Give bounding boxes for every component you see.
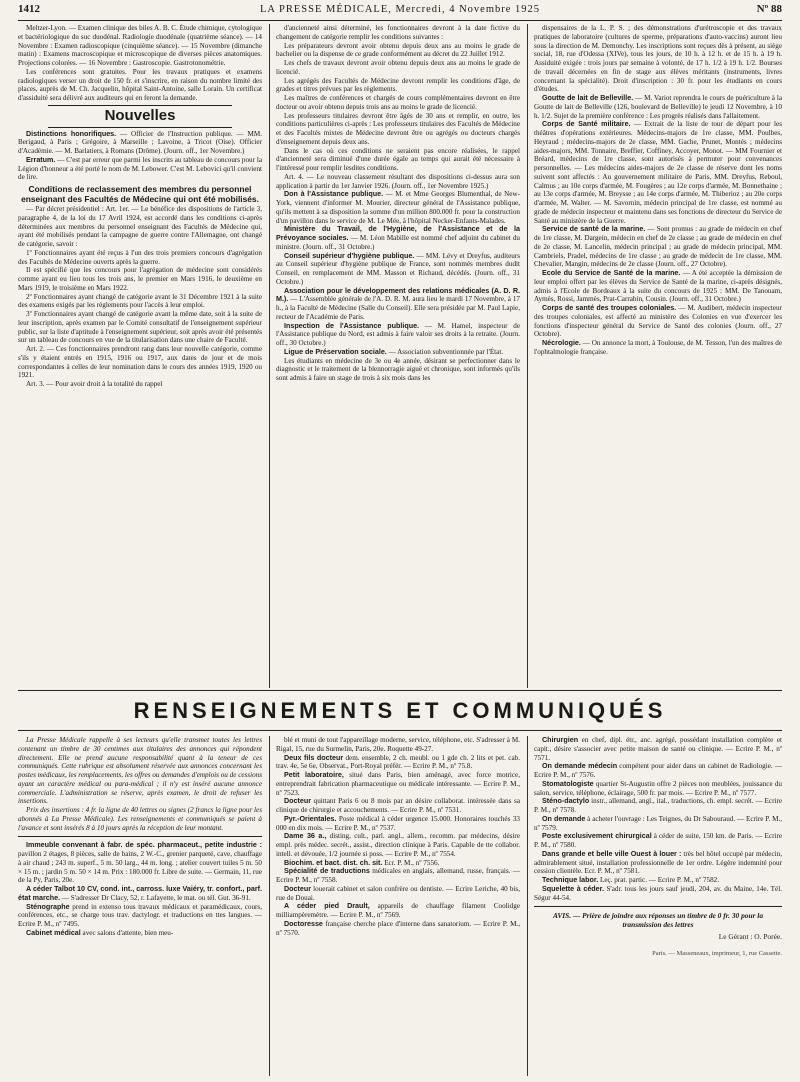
nouvelles-list [18,130,262,183]
news-item [534,24,782,94]
bottom-column-2 [276,736,520,1076]
item-text: appareils de chauffage filament Coolidge milliampèremètre. — Ecrire P. M., nº 7569. [276,902,520,919]
item-text: dispensaires de la L. P. S. ; des démonstrations d'urétroscopie et des travaux pratiques de laboratoire (cultures de sperme, préparations d'auto-vaccins) auront lieu sous la direction de M. Demonchy. Les inscriptions sont reçues dès à présent, au siège social, 18, rue d'Odessa (XIVe), tous les jours, de 10 h. à 12 h. et de 15 h. à 19 h. Assiduité exigée : trois jours par semaine à volonté, de 17 h. 1/2 à 19 h. 1/2. Bourses de travail décernées en fin de stage aux élèves méritants (instruments, livres concernant la spécialité). Droit d'inscription : 30 fr. pour les étudiants en cours d'études. [534,24,782,94]
ad-item [276,867,520,885]
news-item [276,252,520,287]
item-heading: Docteur [284,884,311,893]
item-text: Les étudiants en médecine de 3e ou 4e année, désirant se perfectionner dans le diagnostic et le traitement de la blennorragie aiguë et chronique, sont informés qu'ils sont admis à faire un stage de trois à six mois dans les [276,356,520,382]
gerant-signature: Le Gérant : O. Porée. [718,932,782,942]
paragraph: Art. 4. — Le nouveau classement résultant des dispositions ci-dessus aura son application à partir du 1er Janvier 1926. (Journ. off., 1er Novembre 1925.) [276,172,520,190]
ad-item [534,762,782,780]
item-text: — M. Hamel, inspecteur de l'Assistance publique du Nord, est admis à faire valoir ses droits à la retraite. (Journ. off., 30 Octobre.) [276,321,520,347]
paragraph: Dans le cas où ces conditions ne seraient pas encore réalisées, le rappel d'ancienneté sera diminué d'une durée égale au temps qui aurait été nécessaire à l'intéressé pour remplir lesdites conditions. [276,146,520,172]
news-item [276,348,520,357]
ad-item [534,815,782,833]
item-heading: Cabinet médical [26,928,81,937]
item-text: quartier St-Augustin offre 2 pièces non meublées, jouissance du salon, service, téléphone, éclairage, 500 fr. par mois. — Ecrire P. M., nº 7577. [534,779,782,797]
item-text: avec salons d'attente, bien meu- [80,928,174,937]
item-text: — Association subventionnée par l'État. [386,347,504,356]
news-item [534,304,782,339]
divider [48,127,232,128]
item-text: — MM. Lévy et Dreyfus, auditeurs au Conseil supérieur d'hygiène publique de France, sont nommés membres dudit Conseil, en remplacement de MM. Masson et Richaud, décédés. (Journ. off., 31 Octobre.) [276,251,520,286]
item-text: S'adr. tous les jours sauf jeudi, 204, av. du Maine, 14e. Tél. Ségur 44-54. [534,884,782,902]
item-heading: Poste exclusivement chirurgical [542,832,652,841]
item-heading: Ligue de Préservation sociale. [284,347,387,356]
news-item [534,269,782,304]
paragraph: 2º Fonctionnaires ayant changé de catégorie avant le 31 Décembre 1921 à la suite des examens exigés par les règlements pour l'accès à leur emploi. [18,292,262,310]
item-text: — C'est par erreur que parmi les inscrits au tableau de concours pour la Légion d'honneur a été porté le nom de M. Lebower. C'est M. Lebovici qu'il convient de lire. [18,155,262,182]
divider [534,906,782,907]
item-heading: Erratum. [26,155,56,164]
ad-item [276,797,520,815]
item-text: médicales en anglais, allemand, russe, français. — Ecrire P. M., nº 7558. [276,867,520,884]
paragraph: La Presse Médicale rappelle à ses lecteurs qu'elle transmet toutes les lettres contenant un timbre de 30 centimes aux titulaires des annonces qui répondent directement. Elle ne prend aucune responsabilité quant à la teneur de ces communiqués. Cette rubrique est absolument réservée aux annonces concernant les postes médicaux, les remplacements, les offres ou demandes d'emplois ou de cessions ayant un caractère médical ou para-médical ; il n'y est inséré aucune annonce commerciale. L'administration se réserve, après examen, le droit de refuser les insertions. [18,736,262,806]
item-heading: Ecole du Service de Santé de la marine. [542,269,681,277]
ad-item [534,797,782,815]
item-text: compétent pour aider dans un cabinet de Radiologie. — Ecrire P. M., nº 7576. [534,762,782,779]
item-heading: Chirurgien [542,736,579,744]
item-text: pavillon 2 étages, 8 pièces, salle de bains, 2 W.-C., grenier parqueté, cave, chauffage à air chaud ; 243 m. superf., 5 m. 50 larg., 44 m. long. ; atelier couvert tuiles 5 m. 50 × 15 m. ; jardin 5 m. 50 × 14 m. Prix : 180.000 fr. Libre de suite. — Germain, 11, rue de la Py, Paris, 20e. [18,850,262,885]
item-text: — Officier de l'Instruction publique. — MM. Berigaud, à Paris ; Grégoire, à Marseille ; Lavoine, à Tricot (Oise). Officier d'Académie. — M. Barlatiers, à Romans (Drôme). (Journ. off., 1er Novembre.) [18,129,262,155]
item-heading: Distinctions honorifiques. [26,129,117,138]
item-heading: On demande [542,814,586,823]
classified-ads [18,841,262,937]
item-heading: Service de santé de la marine. [542,225,646,234]
ad-item [18,929,262,938]
item-text: louerait cabinet et salon confrère ou dentiste. — Ecrire Leriche, 40 bis, rue de Douai. [276,884,520,902]
bottom-column-3 [534,736,782,1076]
paragraph: Les maîtres de conférences et chargés de cours complémentaires devront en être docteur ou avoir obtenu depuis trois ans au moins le grade de licencié. [276,94,520,111]
item-heading: Don à l'Assistance publique. [284,190,384,199]
top-column-3 [534,24,782,688]
item-heading: On demande médecin [542,762,618,771]
paragraph: Les professeurs titulaires devront être âgés de 30 ans et remplir, en outre, les conditions particulières ci-après : Les professeurs titulaires des Facultés de Médecine et des Facultés mixtes de Médecine devront être ou agrégés ou docteurs chargés d'enseignement depuis deux ans. [276,111,520,146]
item-heading: Stomatologiste [542,779,594,788]
ad-item [276,832,520,858]
news-item [534,225,782,269]
news-item [18,130,262,156]
news-item [276,322,520,348]
item-heading: Ministère du Travail, de l'Hygiène, de l'Assistance et de la Prévoyance sociales. [276,225,520,242]
item-heading: Petit laboratoire, [284,771,344,779]
item-text: blé et muni de tout l'appareillage moderne, service, téléphone, etc. S'adresser à M. Rigal, 15, rue du Surmelin, Paris, 20e. Roquette 49-27. [276,736,520,753]
item-heading: Deux fils docteur [284,753,344,762]
ad-item [276,885,520,903]
item-text: quittant Paris 6 ou 8 mois par an désire collaborat. intéressée dans sa clinique de chirurgie et accouchements. — Ecrire P. M., nº 7531. [276,797,520,814]
news-item [534,339,782,357]
paragraph: d'ancienneté ainsi déterminé, les fonctionnaires devront à la date fictive du changement de catégorie remplir les conditions suivantes : [276,24,520,41]
ad-item [534,876,782,885]
news-item [276,225,520,251]
header-rule [18,20,782,21]
item-heading: Spécialité de traductions [284,867,370,876]
top-column-1 [18,24,262,688]
item-heading: Biochim. et bact. dist. ch. sit. [284,858,383,867]
classified-ads [534,736,782,902]
item-heading: Docteur [284,797,311,806]
news-item [18,156,262,182]
item-heading: A céder Talbot 10 CV, cond. int., carross. luxe Vaiéry, tr. confort., parf. état marche. [18,885,262,902]
item-text: — M. Léon Mabille est nommé chef adjoint du cabinet du ministre. (Journ. off., 31 Octobre.) [276,234,520,251]
item-text: — M. Variot reprendra le cours de puériculture à la Goutte de lait de Belleville (126, boulevard de Belleville) le jeudi 12 Novembre, à 10 h. 1/2. Sujet de la première conférence : Les progrès réalisés dans l'allaitement. [534,94,782,120]
section-rule [18,690,782,691]
ad-item [276,754,520,772]
item-heading: Dans grande et belle ville Ouest à louer : [542,849,682,858]
banner-title: RENSEIGNEMENTS ET COMMUNIQUÉS [133,698,667,723]
column-rule [269,24,270,688]
ad-item [18,903,262,929]
printer-line: Paris. — Masseneaux, imprimeur, 1, rue Cassette. [652,950,782,957]
ad-item [276,815,520,833]
item-text: à acheter l'ouvrage : Les Teignes, du Dr Sabouraud. — Ecrire P. M., nº 7579. [534,814,782,832]
paragraph: — Par décret présidentiel : Art. 1er. — Le bénéfice des dispositions de l'article 3, paragraphe 4, de la loi du 17 Avril 1924, est accordé dans les conditions ci-après déterminées aux membres du personnel enseignant des Facultés de Médecine qui, ayant été mobilisés pendant la campagne de guerre contre l'Allemagne, ont changé de catégorie, savoir : [18,205,262,249]
item-heading: Corps de Santé militaire. [542,120,631,129]
item-text: instr., allemand, angl., ital., traductions, ch. empl. secrét. — Ecrire P. M., nº 7578. [534,797,782,814]
column-rule [269,736,270,1076]
paragraph: Meltzer-Lyon. — Examen clinique des biles A. B. C. Étude chimique, cytologique et bactériologique du suc duodénal. Radiologie duodénale (quatrième séance). — 14 Novembre : Examen radioscopique (cinquième séance). — 15 Novembre (dimanche matin) : Examens macroscopique et microscopique de diverses pièces anatomiques. Projections colorées. — 16 Novembre : Gastroscopie. Gastrotonométrie. [18,24,262,67]
item-text: — A été acceptée la démission de leur emploi offert par les élèves du Service de Santé de la marine, ci-après désignés, admis à l'Ecole de Bordeaux à la suite du concours de 1925 : MM. De Tanouam, Aymès, Rossi, Jammès, Prat-Carrabin, Cousin. (Journ. off., 31 Octobre.) [534,269,782,304]
rubrique-notice [18,736,262,832]
paragraph: 3º Fonctionnaires ayant changé de catégorie avant la même date, soit à la suite de leur inscription, après examen par le Comité consultatif de l'enseignement supérieur public, sur la liste d'aptitude à l'enseignement supérieur, soit après avoir été présentés sur un tableau de concours en vue de la titularisation dans une chaire de Faculté. [18,310,262,345]
ad-item [276,771,520,797]
paragraph: Les préparateurs devront avoir obtenu depuis deux ans au moins le grade de bachelier ou la dispense de ce grade conformément au décret du 22 Juillet 1912. [276,41,520,59]
item-heading: Doctoresse [284,919,323,928]
reclassement-text [18,205,262,389]
seminar-text [18,24,262,103]
item-text: — Extrait de la liste de tour de départ pour les théâtres d'opérations extérieures. Médecins-majors de 1re classe, MM. Poulbes, Heyraud ; médecins-majors de 2e classe, MM. Gache, Prunet, Montés ; médecins aides-majors, MM. Tonnaire, Breffier, Coffiney, Accoyer, Monot. — MM Fournier et Bréard, médecins de 1re classe, sont autorisés à permuter pour convenances personnelles. — Les médecins aides-majors de 2e classe de réserve dont les noms suivent sont affectés : Au gouvernement militaire de Paris, MM. Dreyfus, Reboul, Calmus ; au 10e corps d'armée, M. Fougères ; au 12e corps d'armée, M. Bonnethaine ; au 13e corps d'armée, M. Breysse ; au 14e corps d'armée, M. Thiberioz ; au 20e corps d'armée, M. Walter. — M. Savornin, médecin principal de 1re classe, est nommé au grade de médecin inspecteur et maintenu dans ses fonctions de directeur du Service de Santé au ministère de la Guerre. [534,120,782,225]
reclassement-heading: Conditions de reclassement des membres du personnel enseignant des Facultés de Médecine qui ont été mobilisés. [21,184,259,204]
news-item [276,190,520,225]
item-text: à céder de suite, 150 km. de Paris. — Ecrire P. M., nº 7580. [534,832,782,849]
top-column-2 [276,24,520,688]
item-heading: Goutte de lait de Belleville. [542,94,634,102]
column-rule [527,736,528,1076]
item-text: en chef, dipl. étr., anc. agrégé, possédant installation complète et capit., désire s'associer avec petite maison de santé ou clinique. — Ecrire P. M., nº 7571. [534,736,782,762]
divider [48,105,232,106]
item-heading: Technique labor. [542,876,599,884]
journal-title: LA PRESSE MÉDICALE, Mercredi, 4 Novembre 1925 [259,4,541,15]
item-text: française cherche place d'interne dans sanatorium. — Ecrire P. M., nº 7570. [276,919,520,937]
ad-item [276,859,520,868]
ad-item [276,920,520,938]
news-items [276,190,520,383]
column-rule [527,24,528,688]
paragraph: Les chefs de travaux devront avoir obtenu depuis deux ans au moins le grade de licencié. [276,59,520,76]
section-rule [18,730,782,731]
item-text: très bel hôtel occupé par médecin, admirablement situé, installation professionnelle de 1er ordre. Légère indemnité pour cession clientèle. Ecr. P. M., nº 7581. [534,849,782,876]
item-text: — S'adresser Dr Clacy, 52, r. Lafayette, le mat. ou tél. Gut. 36-91. [60,893,251,902]
item-heading: A céder pied Drault, [284,902,370,911]
ad-item [534,736,782,762]
reclassement-continued [276,24,520,190]
item-text: prend in extenso tous travaux médicaux et paramédicaux, cours, conférences, etc., se charge tous trav. dactylogr. et traductions en ttes langues. — Ecrire P. M., nº 7495. [18,902,262,928]
issue-number: Nº 88 [756,3,782,15]
bottom-column-1 [18,736,262,1076]
item-text: — Sont promus : au grade de médecin en chef de 1re classe, M. Dargein, médecin en chef de 2e classe ; au grade de médecin en chef de 2e classe, M. Lancelin, médecin principal ; au grade de médecin principal, MM. Cambriels, Pradel, médecins de 1re classe ; au grade de médecin de 1re classe, MM. Chevalier, Mangin, médecins de 2e classe (Journ. off., 27 Octobre). [534,225,782,269]
item-text: dem. ensemble, 2 ch. meubl. ou 1 gde ch. 2 lits et pet. cab. trav. 4e, 5e 6e, Observat., Port-Royal préfér. — Ecrire P. M., nº 75.8. [276,753,520,771]
item-heading: Nécrologie. [542,339,581,347]
ad-item [276,736,520,754]
item-heading: Dame 36 a., [284,832,327,841]
item-text: — On annonce la mort, à Toulouse, de M. Tesson, l'un des maîtres de l'ophtalmologie française. [534,339,782,356]
item-heading: Squelette à céder. [542,884,605,893]
paragraph: Les agrégés des Facultés de Médecine devront remplir les conditions d'âge, de grades et titres prévues par les règlements. [276,76,520,94]
item-heading: Inspection de l'Assistance publique. [284,321,420,330]
paragraph: Les conférences sont gratuites. Pour les travaux pratiques et examens radiologiques verser un droit de 150 fr. et s'inscrire, en raison du nombre limité des places, auprès de M. Ch. Jacquelin, hôpital Saint-Antoine, salle Lorain. Un certificat d'assiduité sera délivré aux auditeurs qui en feront la demande. [18,67,262,102]
item-heading: Pyr.-Orientales. [284,814,337,823]
item-heading: Association pour le développement des relations médicales (A. D. R. M.). [276,286,520,304]
page-number: 1412 [18,3,40,15]
ad-item [534,832,782,850]
item-heading: Sténo-dactylo [542,797,590,806]
item-text: situé dans Paris, bien aménagé, avec force motrice, entreprendrait fabrication pharmaceutique ou médicale intéressante. — Ecrire P. M., nº 7523. [276,771,520,797]
item-heading: Corps de santé des troupes coloniales. [542,304,677,312]
news-item [534,120,782,225]
ad-item [18,885,262,903]
item-text: Poste médical à céder urgence 15.000. Honoraires touchés 33 000 en dix mois. — Ecrire P. M., nº 7537. [276,814,520,832]
item-text: — L'Assemblée générale de l'A. D. R. M. aura lieu le mardi 17 Novembre, à 17 h., à la Faculté de Médecine (Salle du Conseil). Elle sera présidée par M. Paul Lapie, recteur de l'Académie de Paris. [276,295,520,321]
ad-item [534,850,782,876]
item-text: — M. et Mme Georges Blumenthal, de New-York, viennent d'informer M. Mourier, directeur général de l'Assistance publique, qu'ils mettent à sa disposition la somme d'un million 800.000 fr. pour la construction d'un pavillon dans le service de M. Le Mée, à l'hôpital Necker-Enfants-Malades. [276,190,520,225]
item-text: Leç. prat. partic. — Ecrire P. M., nº 7582. [598,876,720,884]
item-text: — M. Audibert, médecin inspecteur des troupes coloniales, est affecté au ministère des Colonies en vue d'exercer les fonctions d'inspecteur général du Service de Santé des colonies (Journ. off., 27 Octobre). [534,304,782,339]
ad-item [534,885,782,903]
news-item [534,94,782,120]
item-text: Ecr. P. M., nº 7556. [382,858,440,867]
paragraph: Art. 2. — Ces fonctionnaires prendront rang dans leur nouvelle catégorie, comme s'ils y étaient entrés en 1915, 1916 ou 1917, aux dates de jour et de mois correspondantes à celles de leur nomination dans le cours des années 1919, 1920 ou 1921. [18,345,262,380]
communiques-banner [18,692,782,728]
paragraph: 1º Fonctionnaires ayant été reçus à l'un des trois premiers concours d'agrégation des Facultés de Médecine ouverts après la guerre. [18,248,262,266]
ad-item [18,841,262,885]
divider [18,836,262,837]
paragraph: Il est spécifié que les concours pour l'agrégation de médecine sont considérés comme ayant eu lieu tous les trois ans, le premier en Mars 1916, le deuxième en Mars 1919, le troisième en Mars 1922. [18,266,262,292]
ad-item [534,780,782,798]
section-title-nouvelles: Nouvelles [104,106,176,124]
page-header [18,2,782,20]
item-heading: Conseil supérieur d'hygiène publique. [284,251,415,260]
avis-notice: AVIS. — Prière de joindre aux réponses un timbre de 0 fr. 30 pour la transmission des lettres [552,911,764,930]
item-heading: Sténographe [26,902,70,911]
ad-item [276,902,520,920]
item-text: disting, cult., parl. angl., allem., recomm. par médecins, désire empl. près médec. secrét., assist., direction clinique à Paris. Capable de tte collabor. intell. et dévouée, 1/2 journée si poss. — Ecrire P. M., nº 7554. [276,832,520,858]
paragraph: Prix des insertions : 4 fr. la ligne de 40 lettres ou signes (2 francs la ligne pour les abonnés à La Presse Médicale). Les renseignements et communiqués se paient à l'avance et sont insérés 8 à 10 jours après la réception de leur montant. [18,806,262,832]
paragraph: Art. 3. — Pour avoir droit à la totalité du rappel [26,380,163,389]
news-item [276,357,520,383]
item-heading: Immeuble convenant à fabr. de spéc. pharmaceut., petite industrie : [26,841,262,850]
news-item [276,287,520,322]
